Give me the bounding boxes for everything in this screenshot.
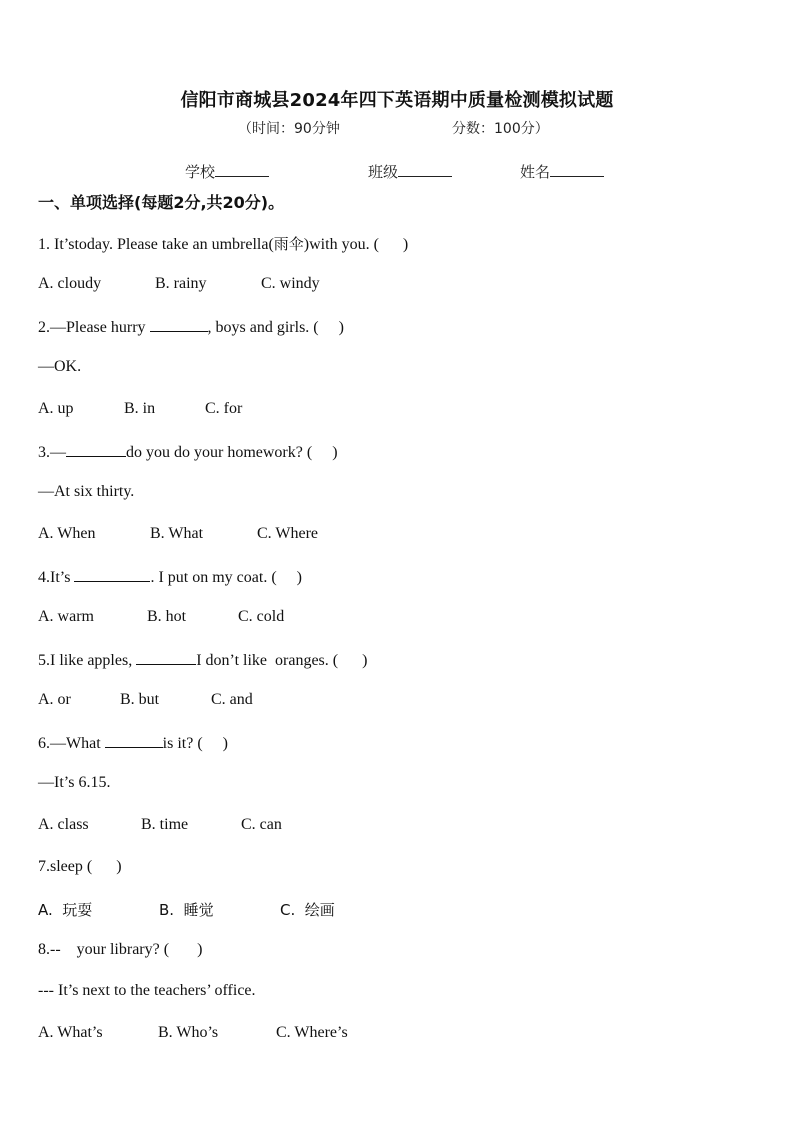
- question-2-prompt-b: , boys and girls. ( ): [207, 319, 344, 336]
- question-8-reply: --- It’s next to the teachers’ office.: [38, 982, 256, 999]
- question-1-option-a[interactable]: A. cloudy: [38, 275, 102, 292]
- question-4-option-a[interactable]: A. warm: [38, 608, 94, 625]
- question-6: [38, 733, 228, 753]
- question-3-option-a[interactable]: A. When: [38, 525, 96, 542]
- question-2: [38, 317, 344, 337]
- question-1-prompt-b: )with you. ( ): [303, 236, 409, 253]
- exam-title: 信阳市商城县2024年四下英语期中质量检测模拟试题: [180, 90, 614, 111]
- question-6-options: [38, 816, 282, 834]
- question-2-option-a[interactable]: A. up: [38, 400, 74, 417]
- question-3-option-c[interactable]: C. Where: [257, 525, 319, 542]
- name-blank[interactable]: [550, 160, 604, 177]
- question-3-prompt-a: 3.—: [38, 444, 66, 461]
- question-6-prompt-a: 6.—What: [38, 735, 105, 752]
- question-5-options: [38, 691, 253, 709]
- question-3-blank[interactable]: [66, 442, 126, 457]
- question-1-options: [38, 275, 320, 293]
- question-7-option-c[interactable]: C. 绘画: [280, 901, 335, 919]
- question-1-option-b[interactable]: B. rainy: [155, 275, 207, 292]
- question-1-prompt-cjk: 雨伞: [273, 235, 304, 253]
- question-3-prompt-b: do you do your homework? ( ): [126, 444, 338, 461]
- class-blank[interactable]: [398, 160, 452, 177]
- question-2-reply: —OK.: [38, 358, 82, 375]
- question-6-reply: —It’s 6.15.: [38, 774, 111, 791]
- school-field: [185, 160, 269, 182]
- question-2-option-c[interactable]: C. for: [205, 400, 243, 417]
- question-5-option-a[interactable]: A. or: [38, 691, 71, 708]
- question-3-options: [38, 525, 318, 543]
- question-4-blank[interactable]: [74, 567, 150, 582]
- question-6-option-c[interactable]: C. can: [241, 816, 282, 833]
- question-3: [38, 442, 338, 462]
- question-5: [38, 650, 367, 670]
- question-2-option-b[interactable]: B. in: [124, 400, 156, 417]
- question-2-prompt-a: 2.—Please hurry: [38, 319, 150, 336]
- question-8-option-c[interactable]: C. Where’s: [276, 1024, 348, 1041]
- question-7: 7.sleep ( ): [38, 858, 122, 875]
- exam-time: （时间：90分钟: [238, 121, 340, 137]
- question-8-options: [38, 1024, 348, 1042]
- name-field: [520, 160, 604, 182]
- question-3-reply: —At six thirty.: [38, 483, 135, 500]
- question-1-option-c[interactable]: C. windy: [261, 275, 320, 292]
- question-7-option-b[interactable]: B. 睡觉: [159, 901, 214, 919]
- school-blank[interactable]: [215, 160, 269, 177]
- question-5-blank[interactable]: [136, 650, 196, 665]
- question-8-option-b[interactable]: B. Who’s: [158, 1024, 219, 1041]
- school-label: 学校: [185, 163, 216, 181]
- question-6-blank[interactable]: [105, 733, 163, 748]
- question-6-prompt-b: is it? ( ): [162, 735, 228, 752]
- question-1-prompt-a: 1. It’stoday. Please take an umbrella(: [38, 236, 274, 253]
- question-7-options: [38, 899, 335, 920]
- question-8: 8.-- your library? ( ): [38, 941, 203, 958]
- question-2-options: [38, 400, 242, 418]
- question-6-option-a[interactable]: A. class: [38, 816, 89, 833]
- question-7-option-a[interactable]: A. 玩耍: [38, 901, 93, 919]
- question-5-prompt-b: I don’t like oranges. ( ): [196, 652, 368, 669]
- class-field: [368, 160, 452, 182]
- exam-score: 分数：100分）: [452, 121, 549, 137]
- question-4: [38, 567, 302, 587]
- question-3-option-b[interactable]: B. What: [150, 525, 204, 542]
- question-4-options: [38, 608, 284, 626]
- question-5-option-c[interactable]: C. and: [211, 691, 253, 708]
- name-label: 姓名: [520, 163, 551, 181]
- question-2-blank[interactable]: [150, 317, 208, 332]
- question-6-option-b[interactable]: B. time: [141, 816, 189, 833]
- question-4-prompt-a: 4.It’s: [38, 569, 75, 586]
- question-1: [38, 233, 408, 254]
- question-5-prompt-a: 5.I like apples,: [38, 652, 137, 669]
- question-4-prompt-b: . I put on my coat. ( ): [150, 569, 302, 586]
- question-4-option-c[interactable]: C. cold: [238, 608, 285, 625]
- section-title: 一、单项选择(每题2分,共20分)。: [38, 193, 285, 212]
- question-5-option-b[interactable]: B. but: [120, 691, 160, 708]
- question-8-option-a[interactable]: A. What’s: [38, 1024, 103, 1041]
- class-label: 班级: [368, 163, 399, 181]
- question-4-option-b[interactable]: B. hot: [147, 608, 187, 625]
